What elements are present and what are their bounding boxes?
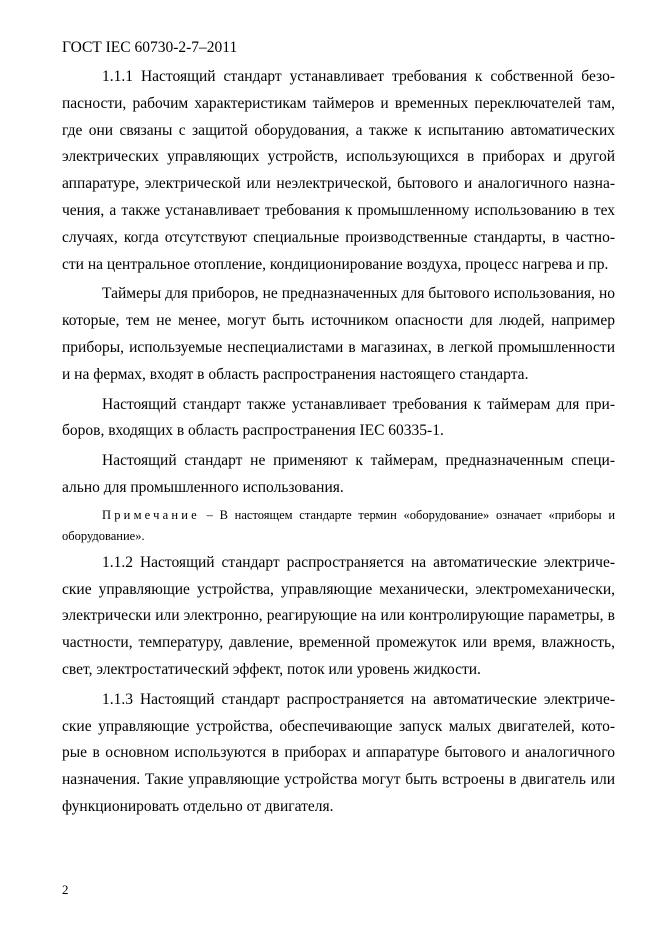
note bbox=[62, 505, 615, 547]
paragraph-1-1-1: 1.1.1 Настоящий стандарт устанавливает требования к собственной безопасности, рабочим характеристикам таймеров и временных переключателей там, где они связаны с защитой оборудования, а также к испытанию автоматических электрических управляющих устройств, использующихся в приборах и другой аппаратуре, электрической или неэлектрической, бытового и аналогичного назначения, а также устанавливает требования к промышленному использованию в тех случаях, когда отсутствуют специальные производственные стандарты, в частности на центральное отопление, кондиционирование воздуха, процесс нагрева и пр. bbox=[62, 68, 615, 273]
paragraph-timers-scope: Таймеры для приборов, не предназначенных для бытового использования, но которые, тем не менее, могут быть источником опасности для людей, например приборы, используемые неспециалистами в магазинах, в легкой промышленности и на фермах, входят в область распространения настоящего стандарта. bbox=[62, 285, 615, 383]
document-body bbox=[62, 64, 615, 821]
paragraph-industrial-exclusion: Настоящий стандарт не применяют к таймерам, предназначенным специально для промышленного использования. bbox=[62, 452, 615, 496]
page-number: 2 bbox=[62, 882, 69, 897]
note-text: – В настоящем стандарте термин «оборудование» означает «приборы и оборудование». bbox=[62, 507, 616, 543]
paragraph-iec-60335: Настоящий стандарт также устанавливает требования к таймерам для приборов, входящих в область распространения IEC 60335-1. bbox=[62, 395, 615, 440]
paragraph-1-1-3: 1.1.3 Настоящий стандарт распространяется на автоматические электрические управляющие устройства, обеспечивающие запуск малых двигателей, которые в основном используются в приборах и аппаратуре бытового и аналогичного назначения. Такие управляющие устройства могут быть встроены в двигатель или функционировать отдельно от двигателя. bbox=[62, 690, 615, 815]
document-header: ГОСТ IEC 60730-2-7–2011 bbox=[62, 39, 238, 56]
note-label: Примечание bbox=[102, 507, 200, 522]
paragraph-1-1-2: 1.1.2 Настоящий стандарт распространяется на автоматические электрические управляющие устройства, управляющие механически, электромеханически, электрически или электронно, реагирующие на или контролирующие параметры, в частности, температуру, давление, временной промежуток или время, влажность, свет, электростатический эффект, поток или уровень жидкости. bbox=[62, 553, 615, 678]
